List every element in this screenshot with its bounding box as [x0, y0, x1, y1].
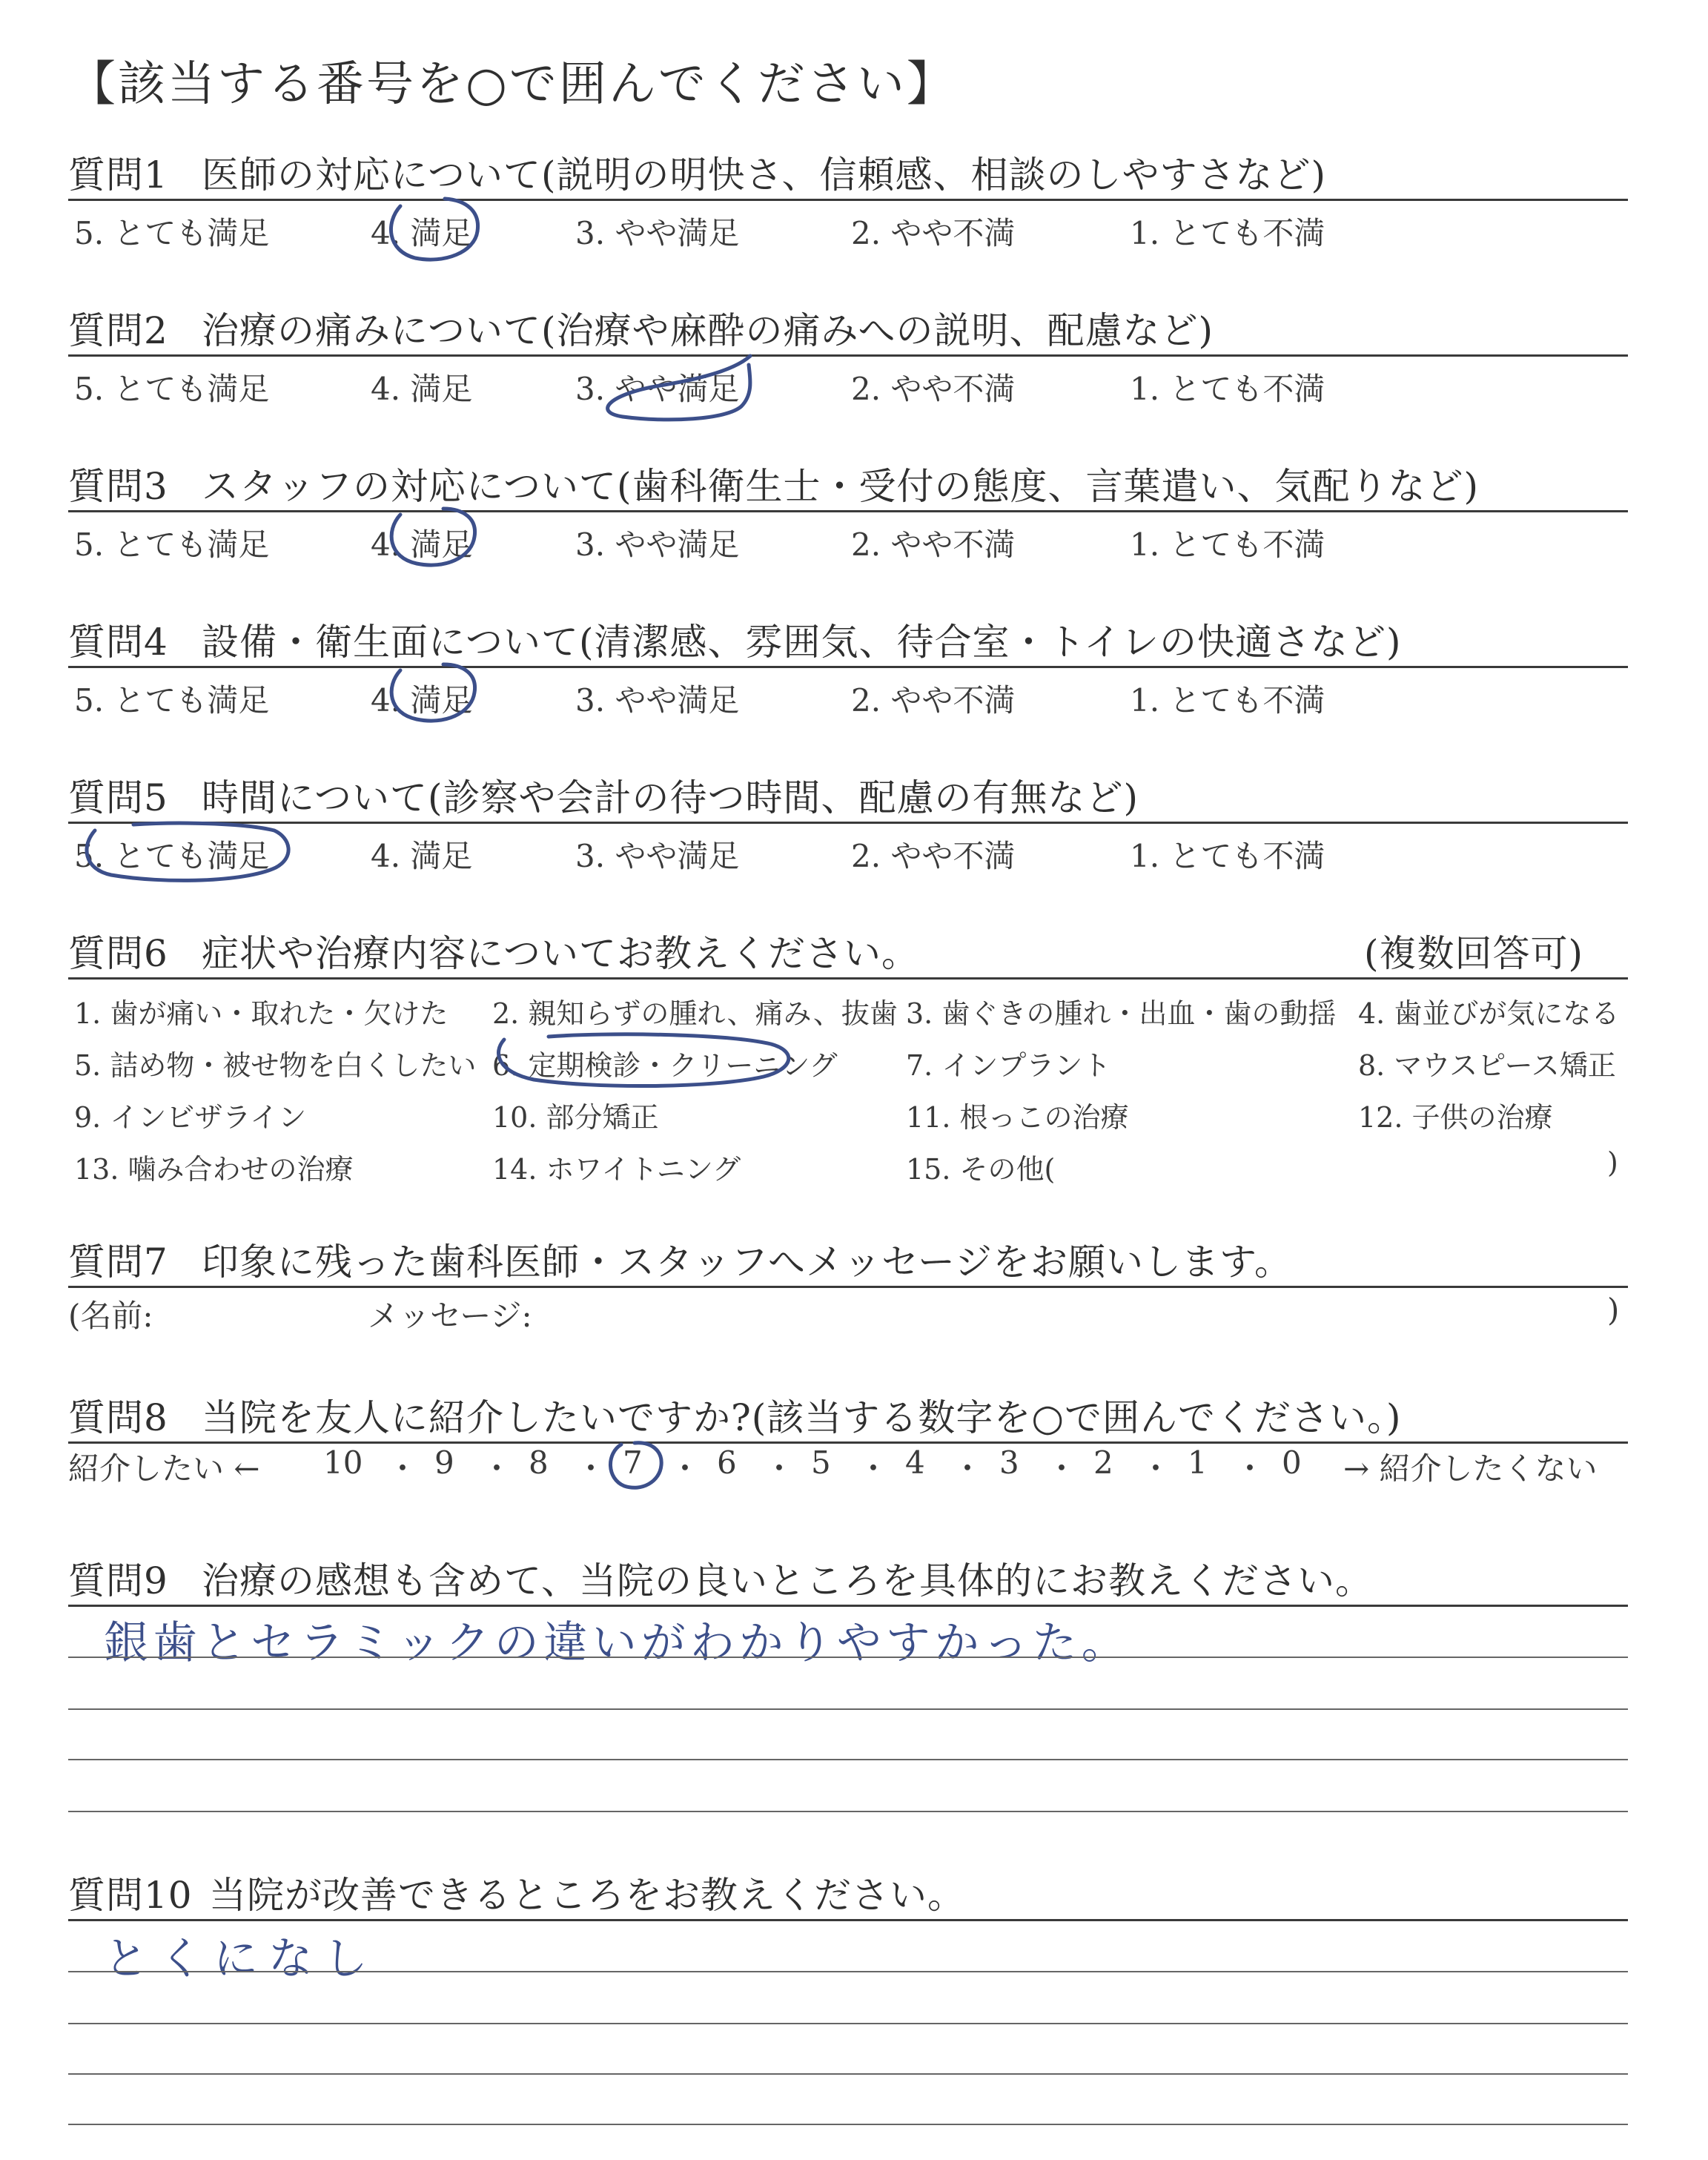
multiple-answers-note: (複数回答可) — [1364, 932, 1584, 975]
divider — [68, 1286, 1628, 1288]
answer-line — [68, 1708, 1628, 1710]
q6-option-7[interactable]: 7. インプラント — [906, 1049, 1111, 1082]
q4-option-1[interactable]: 1. とても不満 — [1130, 682, 1325, 719]
question-8-title — [68, 1388, 1401, 1441]
q3-option-1[interactable]: 1. とても不満 — [1130, 526, 1325, 563]
answer-line — [68, 1971, 1628, 1972]
question-text: 医師の対応について(説明の明快さ、信頼感、相談のしやすさなど) — [202, 153, 1327, 196]
name-label: (名前: — [68, 1298, 153, 1334]
question-number: 質問10 — [68, 1874, 193, 1917]
page-title: 【該当する番号を○で囲んでください】 — [68, 57, 956, 112]
q5-option-3[interactable]: 3. やや満足 — [575, 838, 740, 874]
question-text: 当院が改善できるところをお教えください。 — [209, 1874, 965, 1917]
scale-separator: ・ — [952, 1450, 984, 1487]
divider — [68, 1441, 1628, 1444]
q1-option-3[interactable]: 3. やや満足 — [575, 215, 740, 251]
q6-option-2[interactable]: 2. 親知らずの腫れ、痛み、抜歯 — [492, 997, 898, 1030]
q4-option-4[interactable]: 4. 満足 — [371, 682, 473, 719]
q3-option-5[interactable]: 5. とても満足 — [74, 526, 270, 563]
question-text: スタッフの対応について(歯科衛生士・受付の態度、言葉遣い、気配りなど) — [202, 465, 1480, 508]
question-number: 質問6 — [68, 932, 168, 975]
scale-9[interactable]: 9 — [434, 1444, 454, 1481]
question-5-title — [68, 768, 1139, 822]
question-number: 質問8 — [68, 1396, 168, 1439]
question-4-title — [68, 612, 1402, 666]
divider — [68, 199, 1628, 201]
question-number: 質問4 — [68, 621, 168, 664]
answer-line — [68, 1657, 1628, 1658]
q6-option-1[interactable]: 1. 歯が痛い・取れた・欠けた — [74, 997, 448, 1030]
q6-option-9[interactable]: 9. インビザライン — [74, 1101, 307, 1134]
q3-option-4[interactable]: 4. 満足 — [371, 526, 473, 563]
question-text: 設備・衛生面について(清潔感、雰囲気、待合室・トイレの快適さなど) — [202, 621, 1402, 664]
question-number: 質問2 — [68, 309, 168, 352]
q5-option-4[interactable]: 4. 満足 — [371, 838, 473, 874]
q10-handwritten-answer: とくになし — [104, 1933, 378, 1985]
q6-option-11[interactable]: 11. 根っこの治療 — [906, 1101, 1129, 1134]
scale-1[interactable]: 1 — [1188, 1444, 1208, 1481]
scale-6[interactable]: 6 — [717, 1444, 737, 1481]
q2-option-2[interactable]: 2. やや不満 — [851, 371, 1016, 407]
question-2-title — [68, 301, 1214, 354]
answer-line — [68, 1811, 1628, 1812]
q5-option-5[interactable]: 5. とても満足 — [74, 838, 270, 874]
q1-option-2[interactable]: 2. やや不満 — [851, 215, 1016, 251]
q1-option-1[interactable]: 1. とても不満 — [1130, 215, 1325, 251]
q1-option-4[interactable]: 4. 満足 — [371, 215, 473, 251]
scale-separator: ・ — [481, 1450, 513, 1487]
q6-option-13[interactable]: 13. 噛み合わせの治療 — [74, 1153, 354, 1186]
scale-separator: ・ — [387, 1450, 419, 1487]
question-3-title — [68, 457, 1479, 510]
divider — [68, 666, 1628, 668]
question-number: 質問3 — [68, 465, 168, 508]
divider — [68, 1605, 1628, 1607]
q2-option-3[interactable]: 3. やや満足 — [575, 371, 740, 407]
q3-option-3[interactable]: 3. やや満足 — [575, 526, 740, 563]
question-number: 質問9 — [68, 1559, 168, 1602]
question-1-title — [68, 145, 1326, 199]
question-6-title — [68, 924, 919, 977]
scale-4[interactable]: 4 — [905, 1444, 925, 1481]
divider — [68, 822, 1628, 824]
q6-option-3[interactable]: 3. 歯ぐきの腫れ・出血・歯の動揺 — [906, 997, 1337, 1030]
q4-option-5[interactable]: 5. とても満足 — [74, 682, 270, 719]
scale-7[interactable]: 7 — [623, 1444, 643, 1481]
divider — [68, 1919, 1628, 1921]
question-text: 時間について(診察や会計の待つ時間、配慮の有無など) — [202, 776, 1139, 819]
q2-option-1[interactable]: 1. とても不満 — [1130, 371, 1325, 407]
q5-option-2[interactable]: 2. やや不満 — [851, 838, 1016, 874]
q2-option-4[interactable]: 4. 満足 — [371, 371, 473, 407]
question-number: 質問5 — [68, 776, 168, 819]
scale-separator: ・ — [1046, 1450, 1078, 1487]
question-text: 印象に残った歯科医師・スタッフへメッセージをお願いします。 — [202, 1241, 1292, 1284]
q6-option-10[interactable]: 10. 部分矯正 — [492, 1101, 659, 1134]
question-10-title — [68, 1866, 965, 1919]
close-paren: ) — [1607, 1292, 1620, 1328]
scale-3[interactable]: 3 — [999, 1444, 1019, 1481]
question-text: 当院を友人に紹介したいですか?(該当する数字を○で囲んでください。) — [202, 1396, 1402, 1439]
answer-line — [68, 2124, 1628, 2125]
q4-option-2[interactable]: 2. やや不満 — [851, 682, 1016, 719]
question-text: 治療の感想も含めて、当院の良いところを具体的にお教えください。 — [202, 1559, 1373, 1602]
answer-line — [68, 1759, 1628, 1760]
answer-line — [68, 2023, 1628, 2024]
question-text: 症状や治療内容についてお教えください。 — [202, 932, 919, 975]
q1-option-5[interactable]: 5. とても満足 — [74, 215, 270, 251]
question-9-title — [68, 1551, 1373, 1605]
q6-option-4[interactable]: 4. 歯並びが気になる — [1358, 997, 1620, 1030]
divider — [68, 510, 1628, 512]
q6-option-8[interactable]: 8. マウスピース矯正 — [1358, 1049, 1616, 1082]
scale-separator: ・ — [858, 1450, 890, 1487]
q6-other-close-paren: ) — [1607, 1146, 1618, 1179]
scale-separator: ・ — [1234, 1450, 1266, 1487]
answer-line — [68, 2073, 1628, 2075]
recommend-scale — [68, 1444, 1628, 1489]
q2-option-5[interactable]: 5. とても満足 — [74, 371, 270, 407]
scale-8[interactable]: 8 — [529, 1444, 549, 1481]
question-text: 治療の痛みについて(治療や麻酔の痛みへの説明、配慮など) — [202, 309, 1214, 352]
q9-handwritten-answer: 銀歯とセラミックの違いがわかりやすかった。 — [104, 1617, 1131, 1669]
q6-option-12[interactable]: 12. 子供の治療 — [1358, 1101, 1553, 1134]
divider — [68, 354, 1628, 357]
q5-option-1[interactable]: 1. とても不満 — [1130, 838, 1325, 874]
q6-option-14[interactable]: 14. ホワイトニング — [492, 1153, 741, 1186]
scale-separator: ・ — [1140, 1450, 1172, 1487]
q6-option-15[interactable]: 15. その他( — [906, 1153, 1056, 1186]
question-number: 質問1 — [68, 153, 168, 196]
question-number: 質問7 — [68, 1241, 168, 1284]
scale-10[interactable]: 10 — [323, 1444, 363, 1481]
scale-0[interactable]: 0 — [1282, 1444, 1302, 1481]
scale-left-label: 紹介したい ← — [68, 1450, 260, 1487]
q3-option-2[interactable]: 2. やや不満 — [851, 526, 1016, 563]
question-7-title — [68, 1232, 1292, 1286]
scale-right-label: → 紹介したくない — [1343, 1450, 1598, 1487]
scale-5[interactable]: 5 — [811, 1444, 831, 1481]
q6-option-5[interactable]: 5. 詰め物・被せ物を白くしたい — [74, 1049, 477, 1082]
q4-option-3[interactable]: 3. やや満足 — [575, 682, 740, 719]
divider — [68, 977, 1628, 980]
scale-2[interactable]: 2 — [1093, 1444, 1113, 1481]
q6-option-6[interactable]: 6. 定期検診・クリーニング — [492, 1049, 838, 1082]
message-label: メッセージ: — [368, 1298, 532, 1334]
scale-separator: ・ — [575, 1450, 607, 1487]
scale-separator: ・ — [669, 1450, 701, 1487]
scale-separator: ・ — [764, 1450, 795, 1487]
